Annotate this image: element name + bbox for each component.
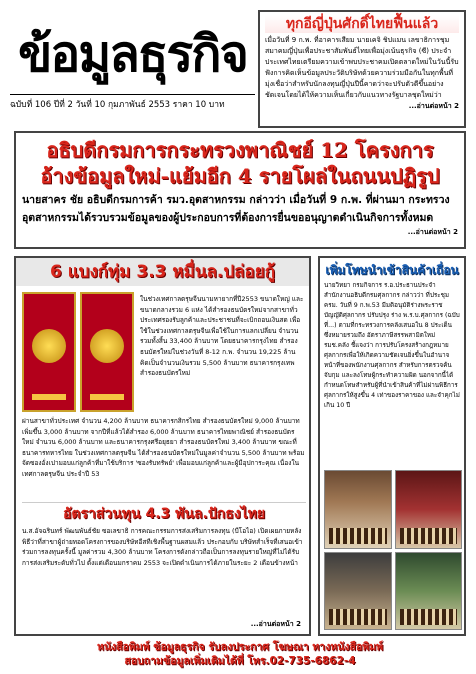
seized-goods-photo (395, 470, 463, 549)
customs-article-body: นายวิทยา กรมกิจการ ร.อ.ประธานประจำสำนักงานอธิบดีกรมศุลกากร กล่าวว่า ที่ประชุม ครม. วันที่ 9 ก.พ.53 มีมติอนุมัติร่างพระราชบัญญัติศุลกากร ปรับปรุง ร่าง พ.ร.บ.ศุลกากร (ฉบับที่...) ตามที่กระทรวงการคลังเสนอใน 8 ประเด็น ซึ่งหมายรวมถึง อัตราภาษีสรรพสามิตใหม่ รมช.คลัง ชี้แจงว่า การปรับโครงสร้างกฎหมายศุลกากรเพื่อให้เกิดความชัดเจนยิ่งขึ้นในอำนาจหน้าที่ของพนักงานศุลกากร สำหรับการตรวจค้น จับกุม และลงโทษผู้กระทำความผิด นอกจากนี้ได้กำหนดโทษสำหรับผู้ที่นำเข้าสินค้าที่ไม่ผ่านพิธีการศุลกากรให้สูงขึ้น 4 เท่าของราคาของ และจำคุกไม่เกิน 10 ปี (324, 282, 460, 409)
investment-article-title: อัตราส่วนทุน 4.3 พันล.ปักธงไทย (22, 502, 306, 525)
top-news-title: ทุกอีญี่ปุ่นศักดิ์ไทยฟื้นแล้ว (265, 15, 459, 33)
investment-article-continued: ...อ่านต่อหน้า 2 (250, 620, 301, 628)
top-news-body: เมื่อวันที่ 9 ก.พ. ที่อาคารเสียม นายเคจิ ชิปแมน เลขาธิการชุมสมาคมญี่ปุ่นเพื่อประชาสัมพันธ์ไทยเพื่อมุ่งเน้นธุรกิจ (ซี) ประจำประเทศไทยเตรียมความเข้าพบประชาคมเปิดตลาดใหม่ในวันนี้รับฟังการคิดเห็นข้อมูลประวัติบริษัทด้วยความร่วมมือกันในทุกพื้นที่มุ่งเชื่อว่าสำหรับนักลงทุนญี่ปุ่นปีนี้คาดว่าจะปรับตัวดีขึ้นอย่างชัดเจนโดยได้ให้ความเห็นเกี่ยวกับแนวทางรัฐบาลชุดใหม่ว่า (265, 36, 459, 99)
angpao-envelope-image (22, 292, 76, 412)
headline-box (14, 131, 466, 249)
bank-article-text-continued: ผ่านสาขาทั่วประเทศ จำนวน 4,200 ล้านบาท ธนาคารกสิกรไทย สำรองธนบัตรใหม่ 9,000 ล้านบาท เพิ่มขึ้น 3,000 ล้านบาท จากปีที่แล้วได้สำรอง 6,000 ล้านบาท ธนาคารไทยพาณิชย์ สำรองธนบัตรใหม่ จำนวน 6,000 ล้านบาท และธนาคารกรุงศรีอยุธยา สำรองธนบัตรใหม่ 3,400 ล้านบาท ขณะที่ธนาคารทหารไทย ในช่วงเทศกาลตรุษจีน ได้สำรองธนบัตรใหม่ในมูลค่าจำนวน 5,500 ล้านบาท พร้อมจัดซองอั่งเปามอบแก่ลูกค้าที่มาใช้บริการ 'ซองรับทรัพย์' เพื่อมอบแก่ลูกค้าและผู้มีอุปการะคุณ เนื่องในเทศกาลตรุษจีน ประจำปี 53 (22, 417, 305, 478)
investment-article-body: น.ส.อัจฉรินทร์ พัฒนพันธ์ชัย ซอเลขาธิ การคณะกรรมการส่งเสริมการลงทุน (บีโอไอ) เปิดเผยภายหลังพิธีว่าที่สาขาผู้ถ่ายทอดโครงการของบริษัทอีสทีเชิงพื้นฐานผสมแล้ว ประกอบกับ บริษัทสำเร็จที่เสนอเข้าร่วมการลงทุนครั้งนี้ มูลค่ารวม 4,300 ล้านบาท โครงการดังกล่าวถือเป็นการลงทุนรายใหญ่ที่ไม่ได้รับการส่งเสริมระดับทั่วไป ตั้งแต่เดือนมกราคม 2553 จะเปิดดำเนินการได้ภายในระยะ 2 เดือนข้างหน้า (22, 527, 303, 567)
issue-line: ฉบับที่ 106 ปีที่ 2 วันที่ 10 กุมภาพันธ์ 2553 ราคา 10 บาท (10, 94, 255, 111)
bank-article-text: ในช่วงเทศกาลตรุษจีนนามหายากที่ปี2553 ขนาดใหญ่ และขนาดกลางรวม 6 แห่ง ได้สำรองธนบัตรใหม่จากสาขาทั่วประเทศรองรับลูกค้าและประชาชนที่จะเบิกถอนเงินสด เพื่อใช้ในช่วงเทศกาลตรุษจีนเพื่อใช้ในการแลกเปลี่ยน จำนวนรวมทั้งสิ้น 33,400 ล้านบาท โดยธนาคารกรุงไทย สำรองธนบัตรใหม่ในช่วงวันที่ 8-12 ก.พ. จำนวน 19,225 ล้าน คิดเป็นจำนวนเงินรวม 5,500 ล้านบาท ธนาคารกรุงเทพ สำรองธนบัตรใหม่ (140, 295, 304, 378)
customs-article-title: เพิ่มโทษนำเข้าสินค้าเถื่อน (325, 263, 459, 277)
advertising-footer (14, 640, 466, 670)
newspaper-logo: ข้อมูลธุรกิจ (18, 24, 247, 83)
bank-article-title: 6 แบงก์ทุ่ม 3.3 หมื่นล.ปล่อยกู้ (16, 258, 309, 286)
seized-goods-photo (324, 552, 392, 631)
footer-line-1: หนังสือพิมพ์ ข้อมูลธุรกิจ รับลงประกาศ โฆษณา ทางหนังสือพิมพ์ (96, 641, 384, 653)
customs-article (318, 256, 466, 636)
masthead (10, 14, 255, 114)
bank-article (14, 256, 311, 636)
footer-contact-line: สอบถามข้อมูลเพิ่มเติมได้ที่ โทร.02-735-6862-4 (124, 655, 356, 667)
headline-continued: ...อ่านต่อหน้า 2 (407, 228, 458, 236)
seized-goods-photos (324, 470, 462, 630)
angpao-envelope-image (80, 292, 134, 412)
top-news-box (258, 10, 466, 128)
top-news-continued: ...อ่านต่อหน้า 2 (408, 102, 459, 110)
headline-line-2: อ้างข้อมูลใหม่-แย้มอีก 4 รายโผล่ในถนนปฏิรูป (40, 164, 440, 188)
headline-body: นายสาคร ชัย อธิบดีกรมการค้า รมว.อุตสาหกรรม กล่าวว่า เมื่อวันที่ 9 ก.พ. ที่ผ่านมา กระทรวงอุตสาหกรรมได้รวบรวมข้อมูลของผู้ประกอบการที่ต้องการยื่นขออนุญาตดำเนินกิจการทั้งหมด (22, 194, 450, 224)
seized-goods-photo (324, 470, 392, 549)
angpao-images (22, 292, 134, 412)
seized-goods-photo (395, 552, 463, 631)
headline-line-1: อธิบดีกรมการกระทรวงพาณิชย์ 12 โครงการ (46, 138, 434, 162)
